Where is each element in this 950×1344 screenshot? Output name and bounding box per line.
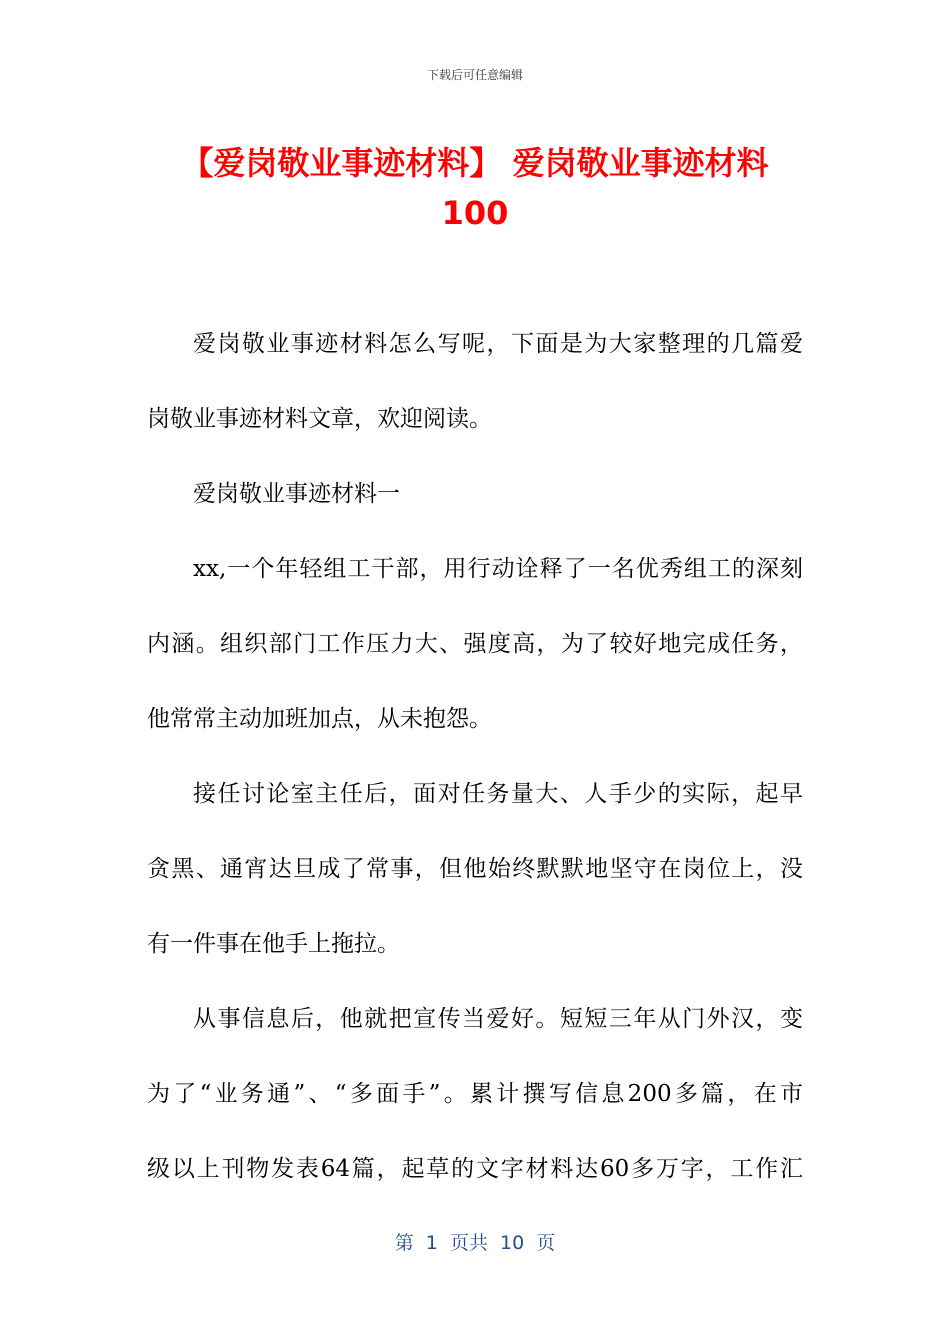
body-line: 为了“业务通”、“多面手”。累计撰写信息200多篇，在市 xyxy=(147,1081,803,1107)
title-line-2: 100 xyxy=(441,194,509,232)
body-line: 贪黑、通宵达旦成了常事，但他始终默默地坚守在岗位上，没 xyxy=(147,856,803,882)
body-line: 从事信息后，他就把宣传当爱好。短短三年从门外汉，变 xyxy=(193,1006,803,1032)
body-line: 级以上刊物发表64篇，起草的文字材料达60多万字，工作汇 xyxy=(147,1156,803,1182)
body-line: 岗敬业事迹材料文章，欢迎阅读。 xyxy=(147,406,492,432)
body-line: 有一件事在他手上拖拉。 xyxy=(147,931,400,957)
body-line: 他常常主动加班加点，从未抱怨。 xyxy=(147,706,492,732)
page-footer: 第 1 页共 10 页 xyxy=(394,1232,556,1254)
body-line: 内涵。组织部门工作压力大、强度高，为了较好地完成任务， xyxy=(147,631,803,657)
section-heading: 爱岗敬业事迹材料一 xyxy=(193,481,400,507)
document-body xyxy=(147,322,803,1222)
body-line: 爱岗敬业事迹材料怎么写呢，下面是为大家整理的几篇爱 xyxy=(193,331,803,357)
body-line: xx,一个年轻组工干部，用行动诠释了一名优秀组工的深刻 xyxy=(193,556,803,582)
body-line: 接任讨论室主任后，面对任务量大、人手少的实际，起早 xyxy=(193,781,803,807)
page-header: 下载后可任意编辑 xyxy=(426,68,523,82)
title-line-1: 【爱岗敬业事迹材料】 爱岗敬业事迹材料 xyxy=(181,144,769,182)
document-title xyxy=(150,138,800,238)
